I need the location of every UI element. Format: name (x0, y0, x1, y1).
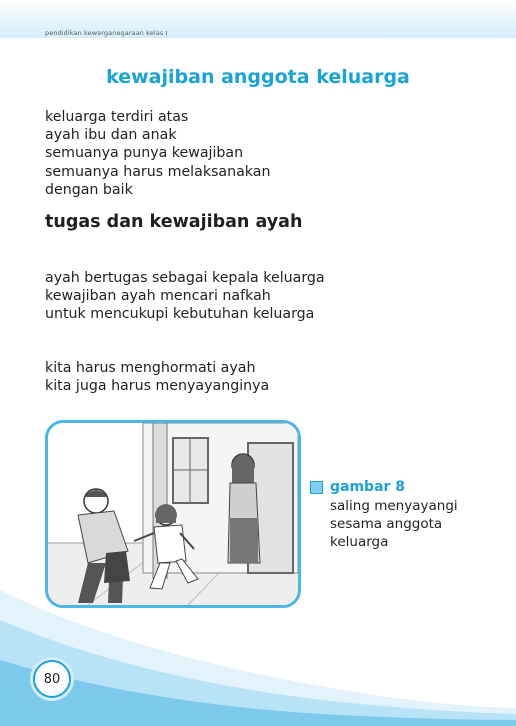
text-line: keluarga terdiri atas (45, 109, 189, 125)
father-duties-paragraph (45, 269, 325, 324)
page-title: kewajiban anggota keluarga (106, 66, 410, 88)
text-line: ayah ibu dan anak (45, 127, 177, 144)
square-bullet-icon (310, 481, 323, 494)
text-line: kewajiban ayah mencari nafkah (45, 288, 271, 305)
caption-text (330, 497, 458, 551)
text-line: kita juga harus menyayanginya (45, 378, 270, 395)
text-line: semuanya harus melaksanakan (45, 163, 271, 180)
family-illustration (45, 420, 301, 608)
caption-line: sesama anggota (330, 516, 443, 532)
figure-label: gambar 8 (330, 479, 406, 495)
text-line: dengan baik (45, 181, 133, 198)
caption-line: saling menyayangi (330, 498, 458, 514)
family-greeting-drawing (48, 423, 298, 605)
running-header: pendidikan kewarganegaraan kelas I (45, 29, 168, 37)
page-number: 80 (33, 660, 71, 698)
text-line: untuk mencukupi kebutuhan keluarga (45, 306, 315, 323)
respect-paragraph (45, 359, 269, 395)
intro-paragraph (45, 108, 270, 199)
section-heading: tugas dan kewajiban ayah (45, 212, 303, 232)
header-band (0, 0, 516, 48)
footer-wave-decoration (0, 590, 516, 726)
text-line: kita harus menghormati ayah (45, 360, 256, 376)
caption-line: keluarga (330, 534, 389, 550)
text-line: ayah bertugas sebagai kepala keluarga (45, 270, 325, 286)
text-line: semuanya punya kewajiban (45, 145, 244, 162)
